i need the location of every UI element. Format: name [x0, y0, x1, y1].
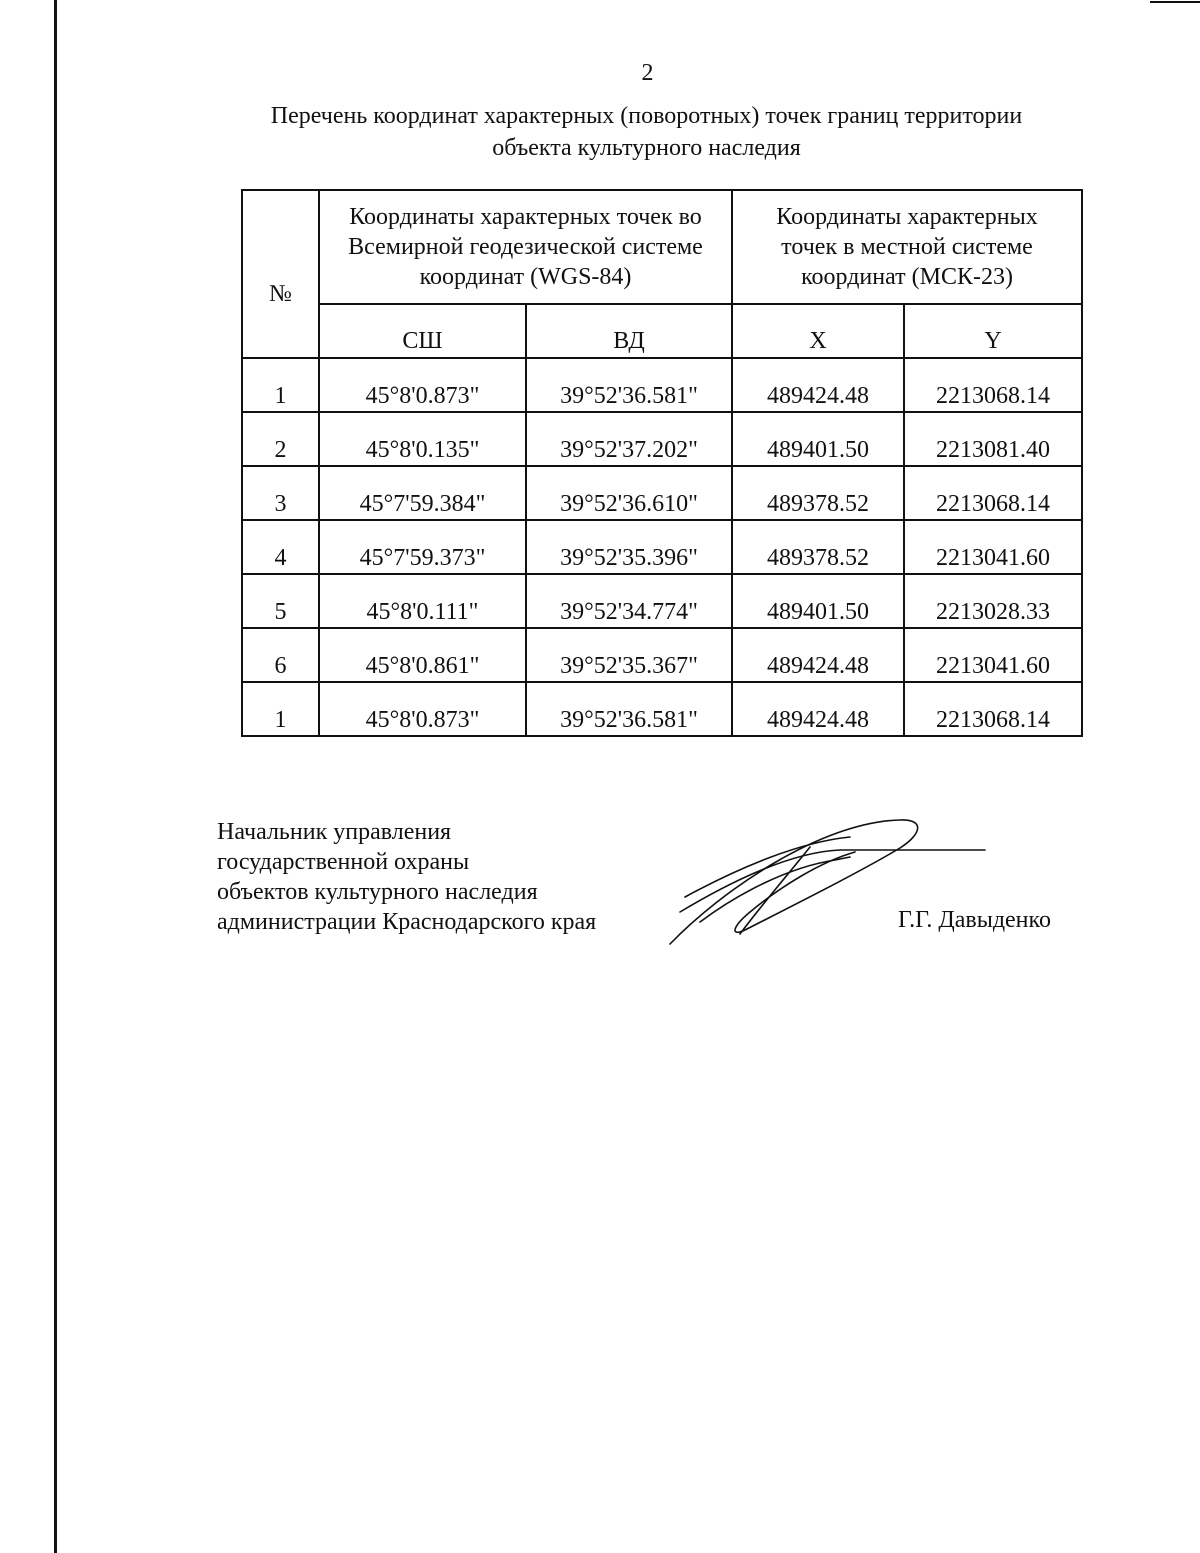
- y-cell: 2213041.60: [904, 628, 1082, 682]
- document-title-line-2: объекта культурного наследия: [492, 135, 801, 161]
- point-number-cell: 1: [242, 682, 319, 736]
- point-number-cell: 3: [242, 466, 319, 520]
- x-cell: 489378.52: [732, 520, 904, 574]
- wgs-coordinates-header: Координаты характерных точек во Всемирной геодезической системе координат (WGS-84): [319, 190, 732, 304]
- table-row: [242, 520, 1082, 574]
- longitude-cell: 39°52'34.774": [526, 574, 732, 628]
- latitude-cell: 45°7'59.384": [319, 466, 526, 520]
- point-number-cell: 1: [242, 358, 319, 412]
- x-cell: 489401.50: [732, 574, 904, 628]
- y-cell: 2213028.33: [904, 574, 1082, 628]
- table-row: [242, 358, 1082, 412]
- table-subheader-row: [242, 304, 1082, 358]
- point-number-cell: 5: [242, 574, 319, 628]
- y-cell: 2213081.40: [904, 412, 1082, 466]
- latitude-cell: 45°8'0.873": [319, 358, 526, 412]
- x-cell: 489424.48: [732, 682, 904, 736]
- page-number: 2: [641, 60, 654, 86]
- latitude-cell: 45°8'0.873": [319, 682, 526, 736]
- signatory-position: [217, 817, 596, 937]
- table-header-row: [242, 190, 1082, 304]
- x-cell: 489424.48: [732, 628, 904, 682]
- x-cell: 489424.48: [732, 358, 904, 412]
- position-line: Начальник управления: [217, 819, 452, 845]
- y-cell: 2213068.14: [904, 358, 1082, 412]
- number-column-header: №: [242, 190, 319, 358]
- latitude-cell: 45°8'0.135": [319, 412, 526, 466]
- y-cell: 2213068.14: [904, 682, 1082, 736]
- msk-coordinates-header: Координаты характерных точек в местной системе координат (МСК-23): [732, 190, 1082, 304]
- x-cell: 489378.52: [732, 466, 904, 520]
- table-row: [242, 466, 1082, 520]
- scan-edge-line: [54, 0, 57, 1553]
- y-cell: 2213041.60: [904, 520, 1082, 574]
- latitude-cell: 45°7'59.373": [319, 520, 526, 574]
- x-header: X: [732, 304, 904, 358]
- table-row: [242, 574, 1082, 628]
- table-row: [242, 412, 1082, 466]
- document-title: [200, 100, 1093, 164]
- longitude-cell: 39°52'36.581": [526, 682, 732, 736]
- position-line: государственной охраны: [217, 849, 470, 875]
- x-cell: 489401.50: [732, 412, 904, 466]
- signatory-name: Г.Г. Давыденко: [898, 907, 1051, 933]
- position-line: администрации Краснодарского края: [217, 909, 597, 935]
- y-header: Y: [904, 304, 1082, 358]
- latitude-cell: 45°8'0.861": [319, 628, 526, 682]
- point-number-cell: 2: [242, 412, 319, 466]
- scan-corner-mark: [1150, 1, 1200, 3]
- latitude-cell: 45°8'0.111": [319, 574, 526, 628]
- table-row: [242, 628, 1082, 682]
- longitude-cell: 39°52'35.367": [526, 628, 732, 682]
- longitude-cell: 39°52'35.396": [526, 520, 732, 574]
- longitude-cell: 39°52'36.581": [526, 358, 732, 412]
- position-line: объектов культурного наследия: [217, 879, 538, 905]
- longitude-cell: 39°52'37.202": [526, 412, 732, 466]
- coordinates-table: [241, 189, 1083, 737]
- document-title-line-1: Перечень координат характерных (поворотных) точек границ территории: [270, 103, 1023, 129]
- table-row: [242, 682, 1082, 736]
- longitude-cell: 39°52'36.610": [526, 466, 732, 520]
- longitude-header: ВД: [526, 304, 732, 358]
- point-number-cell: 4: [242, 520, 319, 574]
- y-cell: 2213068.14: [904, 466, 1082, 520]
- latitude-header: СШ: [319, 304, 526, 358]
- point-number-cell: 6: [242, 628, 319, 682]
